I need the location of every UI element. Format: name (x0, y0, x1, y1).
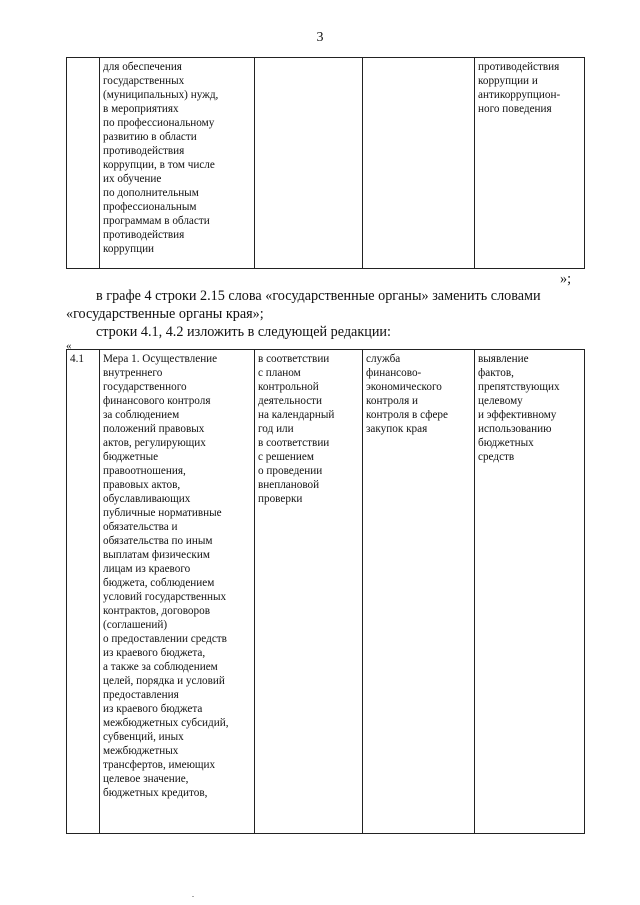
cell-line: обязательства и (103, 521, 178, 533)
table-row (67, 350, 585, 834)
cell-line: из краевого бюджета, (103, 647, 206, 659)
cell-line: правоотношения, (103, 465, 186, 477)
cell-line: развитию в области (103, 131, 197, 143)
cell-line: противодействия (103, 145, 185, 157)
cell-line: условий государственных (103, 591, 227, 603)
cell-line: межбюджетных субсидий, (103, 717, 229, 729)
footer-mark: . (192, 890, 194, 899)
cell-line: внутреннего (103, 367, 163, 379)
table-cell-result (475, 350, 585, 834)
cell-line: финансового контроля (103, 395, 211, 407)
cell-line: деятельности (258, 395, 323, 407)
cell-line: проверки (258, 493, 303, 505)
cell-line: с решением (258, 451, 314, 463)
table-cell-number: 4.1 (67, 350, 100, 834)
closing-quote: »; (560, 271, 572, 287)
cell-line: экономического (366, 381, 442, 393)
cell-line: контроля и (366, 395, 419, 407)
cell-line: межбюджетных (103, 745, 179, 757)
cell-line: внеплановой (258, 479, 320, 491)
cell-line: публичные нормативные (103, 507, 222, 519)
cell-line: в соответствии (258, 353, 330, 365)
table-cell-number (67, 58, 100, 269)
cell-line: государственного (103, 381, 187, 393)
cell-line: препятствующих (478, 381, 560, 393)
cell-line: и эффективному (478, 409, 557, 421)
cell-line: правовых актов, (103, 479, 181, 491)
cell-line: ного поведения (478, 103, 552, 115)
table-row (67, 58, 585, 269)
table-cell-result (475, 58, 585, 269)
cell-line: контрактов, договоров (103, 605, 210, 617)
cell-line: коррупции, в том числе (103, 159, 215, 171)
table-cell-executor (363, 58, 475, 269)
opening-quote: « (66, 340, 72, 352)
cell-line: год или (258, 423, 294, 435)
cell-line: положений правовых (103, 423, 205, 435)
page-number: 3 (316, 30, 324, 45)
cell-line: на календарный (258, 409, 335, 421)
cell-line: использованию (478, 423, 552, 435)
cell-line: государственных (103, 75, 185, 87)
cell-line: трансфертов, имеющих (103, 759, 216, 771)
cell-line: предоставления (103, 689, 179, 701)
cell-line: профессиональным (103, 201, 197, 213)
cell-line: в мероприятиях (103, 103, 179, 115)
table-cell-measure (100, 350, 255, 834)
cell-line: с планом (258, 367, 301, 379)
table-continuation (66, 57, 585, 269)
cell-line: бюджетные (103, 451, 159, 463)
table-cell-executor (363, 350, 475, 834)
cell-line: Мера 1. Осуществление (103, 353, 218, 365)
cell-line: (муниципальных) нужд, (103, 89, 219, 101)
cell-line: противодействия (103, 229, 185, 241)
cell-line: целевое значение, (103, 773, 189, 785)
cell-line: финансово- (366, 367, 422, 379)
cell-line: целевому (478, 395, 523, 407)
cell-line: их обучение (103, 173, 162, 185)
cell-line: лицам из краевого (103, 563, 191, 575)
cell-line: выплатам физическим (103, 549, 210, 561)
cell-line: из краевого бюджета (103, 703, 203, 715)
cell-line: противодействия (478, 61, 560, 73)
cell-line: антикоррупцион- (478, 89, 561, 101)
cell-line: о проведении (258, 465, 323, 477)
cell-line: коррупции (103, 243, 155, 255)
paragraph-amend-4-1: строки 4.1, 4.2 изложить в следующей редакции: (96, 324, 391, 340)
table-cell-term (255, 350, 363, 834)
paragraph-amend-2-15-cont: «государственные органы края»; (66, 306, 264, 322)
cell-line: целей, порядка и условий (103, 675, 225, 687)
cell-line: в соответствии (258, 437, 330, 449)
cell-line: средств (478, 451, 515, 463)
cell-line: обуславливающих (103, 493, 191, 505)
cell-line: по дополнительным (103, 187, 199, 199)
cell-line: коррупции и (478, 75, 538, 87)
cell-line: (соглашений) (103, 619, 168, 631)
cell-line: а также за соблюдением (103, 661, 218, 673)
cell-line: о предоставлении средств (103, 633, 227, 645)
cell-line: за соблюдением (103, 409, 180, 421)
cell-line: контрольной (258, 381, 319, 393)
cell-line: закупок края (366, 423, 428, 435)
cell-line: для обеспечения (103, 61, 182, 73)
cell-line: бюджета, соблюдением (103, 577, 215, 589)
cell-line: актов, регулирующих (103, 437, 206, 449)
cell-line: фактов, (478, 367, 514, 379)
cell-line: служба (366, 353, 401, 365)
cell-line: контроля в сфере (366, 409, 448, 421)
table-new-rows (66, 349, 585, 834)
cell-line: субвенций, иных (103, 731, 184, 743)
cell-line: бюджетных (478, 437, 534, 449)
table-cell-term (255, 58, 363, 269)
paragraph-amend-2-15: в графе 4 строки 2.15 слова «государственные органы» заменить словами (96, 288, 541, 304)
cell-line: программам в области (103, 215, 210, 227)
cell-line: обязательства по иным (103, 535, 213, 547)
cell-line: выявление (478, 353, 529, 365)
cell-line: по профессиональному (103, 117, 215, 129)
cell-line: бюджетных кредитов, (103, 787, 208, 799)
table-cell-measure (100, 58, 255, 269)
